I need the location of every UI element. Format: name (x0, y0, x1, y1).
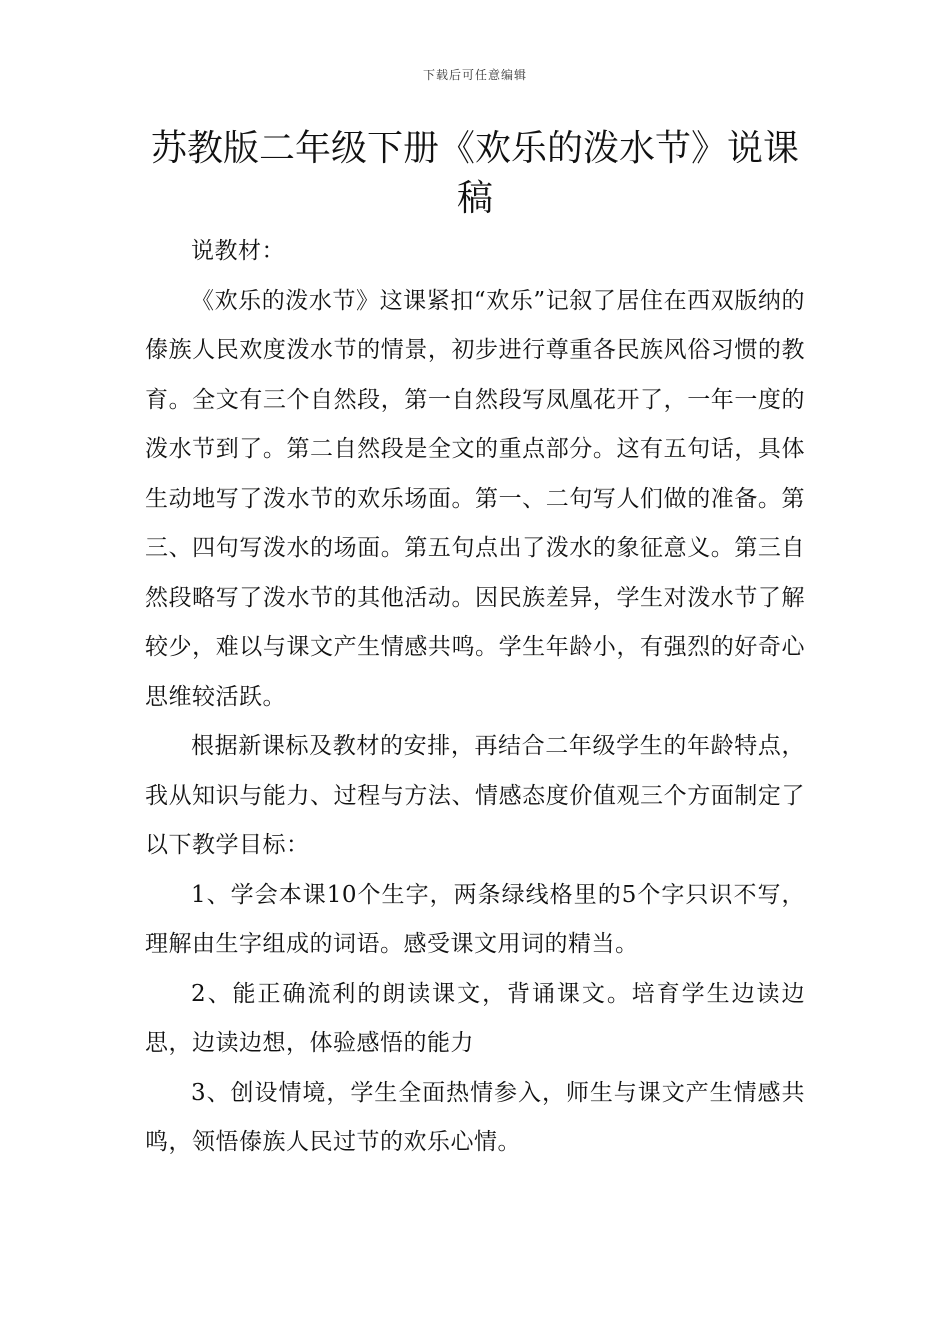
paragraph: 《欢乐的泼水节》这课紧扣“欢乐”记叙了居住在西双版纳的傣族人民欢度泼水节的情景，初步进行尊重各民族风俗习惯的教育。全文有三个自然段，第一自然段写凤凰花开了，一年一度的泼水节到了。第二自然段是全文的重点部分。这有五句话，具体生动地写了泼水节的欢乐场面。第一、二句写人们做的准备。第三、四句写泼水的场面。第五句点出了泼水的象征意义。第三自然段略写了泼水节的其他活动。因民族差异，学生对泼水节了解较少，难以与课文产生情感共鸣。学生年龄小，有强烈的好奇心思维较活跃。 (145, 287, 805, 710)
goal-item: 1、学会本课10个生字，两条绿线格里的5个字只识不写，理解由生字组成的词语。感受课文用词的精当。 (145, 881, 805, 957)
paragraph: 根据新课标及教材的安排，再结合二年级学生的年龄特点，我从知识与能力、过程与方法、情感态度价值观三个方面制定了以下教学目标： (145, 733, 805, 858)
goal-item: 2、能正确流利的朗读课文，背诵课文。培育学生边读边思，边读边想，体验感悟的能力 (145, 980, 805, 1056)
goal-item: 3、创设情境，学生全面热情参入，师生与课文产生情感共鸣，领悟傣族人民过节的欢乐心情。 (145, 1079, 805, 1155)
document-title: 苏教版二年级下册《欢乐的泼水节》说课稿 (150, 128, 799, 219)
header-note: 下载后可任意编辑 (422, 68, 527, 82)
document-body (145, 227, 805, 1168)
section-heading: 说教材： (191, 238, 285, 264)
